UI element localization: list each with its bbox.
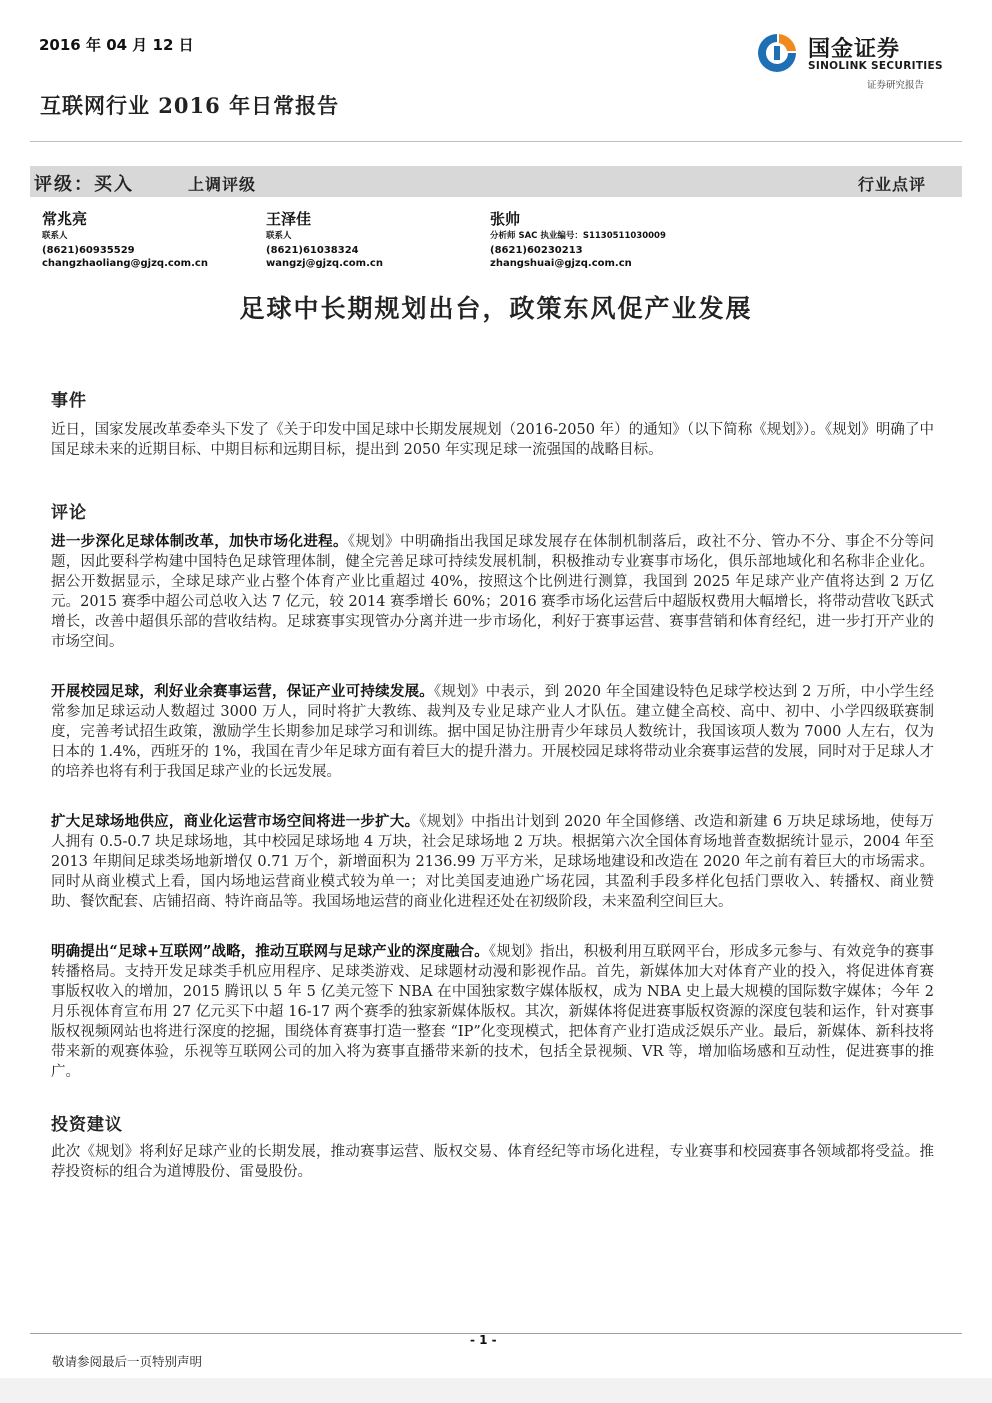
paragraph-body: 《规划》中明确指出我国足球发展存在体制机制落后，政社不分、管办不分、事企不分等问题，因此要科学构建中国特色足球管理体制，健全完善足球可持续发展机制，积极推动专业赛事市场化，俱乐部地域化和名称非企业化。据公开数据显示，全球足球产业占整个体育产业比重超过 40%，按照这个比例进行测算，我国到 2025 年足球产业产值将达到 2 万亿元。2015 赛季中超公司总收入达 7 亿元，较 2014 赛季增长 60%；2016 赛季市场化运营后中超版权费用大幅增长，将带动营收飞跃式增长，改善中超俱乐部的营收结构。足球赛事实现管办分离并进一步市场化，利好于赛事运营、赛事营销和体育经纪，进一步打开产业的市场空间。	[51, 534, 935, 650]
logo-subtitle: 证券研究报告	[867, 80, 925, 91]
paragraph-body: 《规划》中表示，到 2020 年全国建设特色足球学校达到 2 万所，中小学生经常参加足球运动人数超过 3000 万人，同时将扩大教练、裁判及专业足球产业人才队伍。建立健全高校、高中、初中、小学四级联赛制度，完善考试招生政策，激励学生长期参加足球学习和训练。据中国足协注册青少年球员人数统计，我国该项人数为 7000 人左右，仅为日本的 1.4%，西班牙的 1%，我国在青少年足球方面有着巨大的提升潜力。开展校园足球将带动业余赛事运营的发展，同时对于足球人才的培养也将有利于我国足球产业的长远发展。	[51, 684, 934, 780]
comment-paragraph-2	[51, 682, 934, 782]
paragraph-lead: 开展校园足球，利好业余赛事运营，保证产业可持续发展。	[51, 683, 435, 700]
analyst-email[interactable]: zhangshuai@gjzq.com.cn	[490, 258, 632, 269]
comment-paragraph-1	[51, 532, 934, 652]
paragraph-lead: 进一步深化足球体制改革，加快市场化进程。	[51, 533, 348, 550]
analyst-role: 分析师 SAC 执业编号：S1130511030009	[490, 231, 666, 241]
paragraph-lead: 扩大足球场地供应，商业化运营市场空间将进一步扩大。	[51, 813, 420, 830]
report-date: 2016 年 04 月 12 日	[39, 36, 194, 54]
viewer-bottom-band	[0, 1378, 992, 1403]
analyst-phone: (8621)60935529	[42, 244, 135, 256]
analyst-card	[42, 208, 208, 271]
report-headline: 足球中长期规划出台，政策东风促产业发展	[239, 294, 753, 323]
analyst-role: 联系人	[266, 231, 292, 241]
report-type: 行业点评	[858, 175, 927, 194]
analyst-name: 张帅	[490, 210, 521, 228]
event-paragraph: 近日，国家发展改革委牵头下发了《关于印发中国足球中长期发展规划（2016-2050 年）的通知》（以下简称《规划》）。《规划》明确了中国足球未来的近期目标、中期目标和远期目标，提出到 2050 年实现足球一流强国的战略目标。	[51, 422, 934, 458]
footer-disclaimer: 敬请参阅最后一页特别声明	[52, 1354, 203, 1369]
paragraph-body: 《规划》指出，积极利用互联网平台，形成多元参与、有效竞争的赛事转播格局。支持开发足球类手机应用程序、足球类游戏、足球题材动漫和影视作品。首先，新媒体加大对体育产业的投入，将促进体育赛事版权收入的增加，2015 腾讯以 5 年 5 亿美元签下 NBA 在中国独家数字媒体版权，成为 NBA 史上最大规模的国际数字媒体；今年 2 月乐视体育宣布用 27 亿元买下中超 16-17 两个赛季的独家新媒体版权。其次，新媒体将促进赛事版权资源的深度包装和运作，针对赛事版权视频网站也将进行深度的挖掘，围绕体育赛事打造一整套 “IP”化变现模式，把体育产业打造成泛娱乐产业。最后，新媒体、新科技将带来新的观赛体验，乐视等互联网公司的加入将为赛事直播带来新的技术，包括全景视频、VR 等，增加临场感和互动性，促进赛事的推广。	[51, 944, 935, 1080]
company-logo	[756, 30, 946, 94]
rating-change: 上调评级	[188, 175, 257, 194]
rating-label: 评级：买入	[34, 174, 134, 195]
analyst-name: 王泽佳	[266, 210, 312, 228]
section-title-event: 事件	[51, 391, 87, 411]
analyst-name: 常兆亮	[42, 210, 88, 228]
analyst-role: 联系人	[42, 231, 68, 241]
sinolink-logo-icon	[756, 32, 798, 74]
comment-paragraph-4	[51, 942, 934, 1082]
analyst-phone: (8621)61038324	[266, 244, 359, 256]
section-title-comment: 评论	[51, 503, 87, 523]
section-title-advice: 投资建议	[51, 1115, 123, 1135]
analyst-email[interactable]: wangzj@gjzq.com.cn	[266, 258, 383, 269]
page-number: - 1 -	[470, 1333, 497, 1347]
rating-bar	[30, 166, 962, 197]
analyst-card	[266, 208, 383, 271]
analyst-phone: (8621)60230213	[490, 244, 583, 256]
header-divider	[30, 141, 962, 142]
report-series-title: 互联网行业 2016 年日常报告	[40, 93, 340, 118]
advice-paragraph: 此次《规划》将利好足球产业的长期发展，推动赛事运营、版权交易、体育经纪等市场化进程，专业赛事和校园赛事各领域都将受益。推荐投资标的组合为道博股份、雷曼股份。	[51, 1144, 934, 1180]
comment-paragraph-3	[51, 812, 934, 912]
analyst-card	[490, 208, 666, 271]
logo-name-cn: 国金证券	[808, 37, 901, 62]
logo-name-en: SINOLINK SECURITIES	[808, 60, 943, 72]
analyst-email[interactable]: changzhaoliang@gjzq.com.cn	[42, 258, 208, 269]
paragraph-lead: 明确提出“足球+互联网”战略，推动互联网与足球产业的深度融合。	[51, 943, 489, 960]
paragraph-body: 《规划》中指出计划到 2020 年全国修缮、改造和新建 6 万块足球场地，使每万人拥有 0.5-0.7 块足球场地，其中校园足球场地 4 万块，社会足球场地 2 万块。根据第六次全国体育场地普查数据统计显示，2004 年至 2013 年期间足球类场地新增仅 0.71 万个，新增面积为 2136.99 万平方米，足球场地建设和改造在 2020 年之前有着巨大的市场需求。同时从商业模式上看，国内场地运营商业模式较为单一；对比美国麦迪逊广场花园，其盈利手段多样化包括门票收入、转播权、商业赞助、餐饮配套、店铺招商、特许商品等。我国场地运营的商业化进程还处在初级阶段，未来盈利空间巨大。	[51, 814, 935, 910]
